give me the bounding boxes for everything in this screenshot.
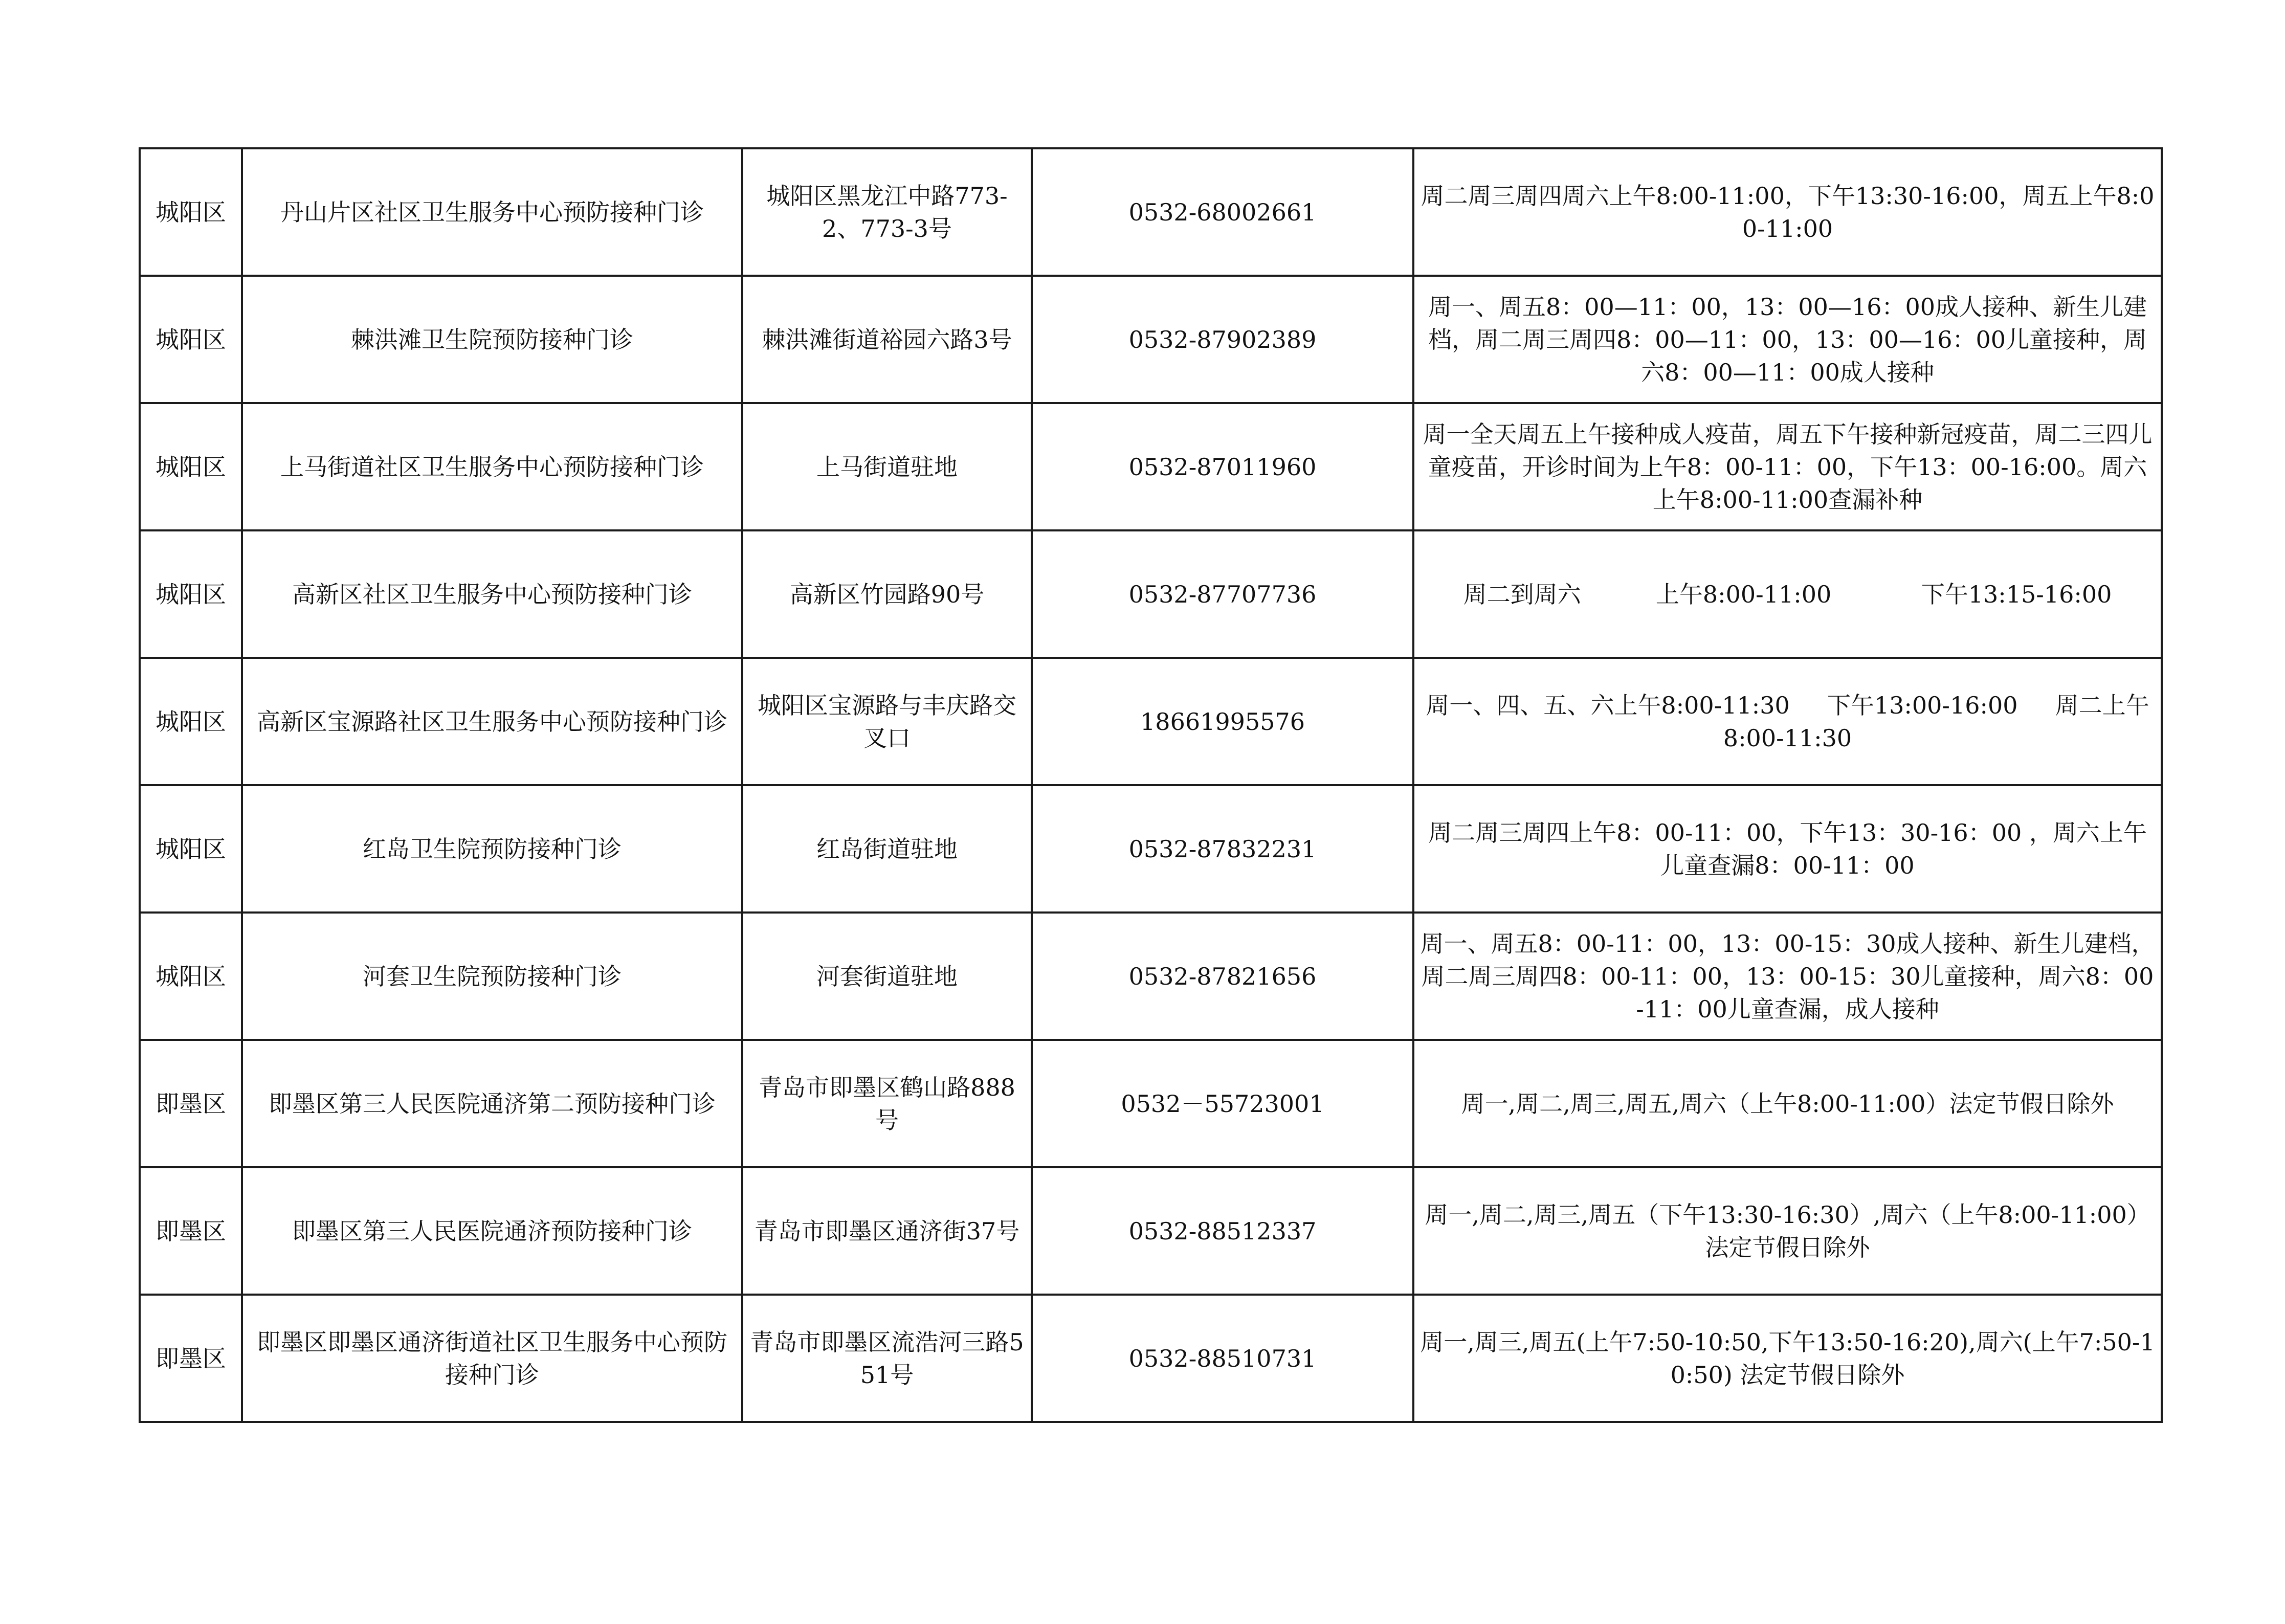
address-cell: 青岛市即墨区鹤山路888号 bbox=[742, 1040, 1032, 1167]
clinic-name-cell: 上马街道社区卫生服务中心预防接种门诊 bbox=[242, 403, 742, 530]
phone-cell: 0532-87011960 bbox=[1032, 403, 1413, 530]
district-cell: 城阳区 bbox=[140, 530, 242, 658]
phone-cell: 0532-88510731 bbox=[1032, 1295, 1413, 1422]
table-row bbox=[140, 530, 2162, 658]
table-body bbox=[140, 148, 2162, 1422]
address-cell: 河套街道驻地 bbox=[742, 913, 1032, 1040]
vaccination-clinic-table bbox=[139, 147, 2163, 1423]
address-cell: 棘洪滩街道裕园六路3号 bbox=[742, 276, 1032, 403]
phone-cell: 0532-87832231 bbox=[1032, 785, 1413, 913]
table-row bbox=[140, 1040, 2162, 1167]
table-row bbox=[140, 1295, 2162, 1422]
district-cell: 城阳区 bbox=[140, 913, 242, 1040]
district-cell: 城阳区 bbox=[140, 658, 242, 785]
table-row bbox=[140, 1167, 2162, 1295]
address-cell: 城阳区宝源路与丰庆路交叉口 bbox=[742, 658, 1032, 785]
phone-cell: 0532-88512337 bbox=[1032, 1167, 1413, 1295]
hours-cell: 周一全天周五上午接种成人疫苗，周五下午接种新冠疫苗，周二三四儿童疫苗，开诊时间为上午8：00-11：00，下午13：00-16:00。周六上午8:00-11:00查漏补种 bbox=[1413, 403, 2162, 530]
district-cell: 城阳区 bbox=[140, 403, 242, 530]
address-cell: 城阳区黑龙江中路773-2、773-3号 bbox=[742, 148, 1032, 276]
hours-cell: 周一,周二,周三,周五（下午13:30-16:30）,周六（上午8:00-11:00）法定节假日除外 bbox=[1413, 1167, 2162, 1295]
phone-cell: 0532-87821656 bbox=[1032, 913, 1413, 1040]
phone-cell: 0532-87902389 bbox=[1032, 276, 1413, 403]
address-cell: 青岛市即墨区通济街37号 bbox=[742, 1167, 1032, 1295]
clinic-name-cell: 棘洪滩卫生院预防接种门诊 bbox=[242, 276, 742, 403]
table-row bbox=[140, 148, 2162, 276]
district-cell: 即墨区 bbox=[140, 1040, 242, 1167]
hours-cell: 周二到周六 上午8:00-11:00 下午13:15-16:00 bbox=[1413, 530, 2162, 658]
table-row bbox=[140, 403, 2162, 530]
table-row bbox=[140, 785, 2162, 913]
hours-cell: 周一、四、五、六上午8:00-11:30 下午13:00-16:00 周二上午8:00-11:30 bbox=[1413, 658, 2162, 785]
district-cell: 城阳区 bbox=[140, 785, 242, 913]
clinic-name-cell: 高新区宝源路社区卫生服务中心预防接种门诊 bbox=[242, 658, 742, 785]
phone-cell: 18661995576 bbox=[1032, 658, 1413, 785]
district-cell: 城阳区 bbox=[140, 276, 242, 403]
address-cell: 红岛街道驻地 bbox=[742, 785, 1032, 913]
table-row bbox=[140, 658, 2162, 785]
clinic-name-cell: 即墨区第三人民医院通济第二预防接种门诊 bbox=[242, 1040, 742, 1167]
address-cell: 青岛市即墨区流浩河三路551号 bbox=[742, 1295, 1032, 1422]
district-cell: 即墨区 bbox=[140, 1167, 242, 1295]
clinic-name-cell: 高新区社区卫生服务中心预防接种门诊 bbox=[242, 530, 742, 658]
phone-cell: 0532-68002661 bbox=[1032, 148, 1413, 276]
table-row bbox=[140, 276, 2162, 403]
table-row bbox=[140, 913, 2162, 1040]
clinic-name-cell: 丹山片区社区卫生服务中心预防接种门诊 bbox=[242, 148, 742, 276]
hours-cell: 周二周三周四上午8：00-11：00，下午13：30-16：00 ，周六上午儿童查漏8：00-11：00 bbox=[1413, 785, 2162, 913]
hours-cell: 周一,周三,周五(上午7:50-10:50,下午13:50-16:20),周六(上午7:50-10:50) 法定节假日除外 bbox=[1413, 1295, 2162, 1422]
phone-cell: 0532－55723001 bbox=[1032, 1040, 1413, 1167]
address-cell: 高新区竹园路90号 bbox=[742, 530, 1032, 658]
district-cell: 即墨区 bbox=[140, 1295, 242, 1422]
address-cell: 上马街道驻地 bbox=[742, 403, 1032, 530]
hours-cell: 周一、周五8：00—11：00，13：00—16：00成人接种、新生儿建档，周二周三周四8：00—11：00，13：00—16：00儿童接种，周六8：00—11：00成人接种 bbox=[1413, 276, 2162, 403]
phone-cell: 0532-87707736 bbox=[1032, 530, 1413, 658]
clinic-name-cell: 即墨区即墨区通济街道社区卫生服务中心预防接种门诊 bbox=[242, 1295, 742, 1422]
hours-cell: 周一、周五8：00-11：00，13：00-15：30成人接种、新生儿建档，周二周三周四8：00-11：00，13：00-15：30儿童接种，周六8：00-11：00儿童查漏，成人接种 bbox=[1413, 913, 2162, 1040]
clinic-name-cell: 红岛卫生院预防接种门诊 bbox=[242, 785, 742, 913]
clinic-name-cell: 即墨区第三人民医院通济预防接种门诊 bbox=[242, 1167, 742, 1295]
hours-cell: 周一,周二,周三,周五,周六（上午8:00-11:00）法定节假日除外 bbox=[1413, 1040, 2162, 1167]
hours-cell: 周二周三周四周六上午8:00-11:00，下午13:30-16:00，周五上午8:00-11:00 bbox=[1413, 148, 2162, 276]
district-cell: 城阳区 bbox=[140, 148, 242, 276]
clinic-name-cell: 河套卫生院预防接种门诊 bbox=[242, 913, 742, 1040]
